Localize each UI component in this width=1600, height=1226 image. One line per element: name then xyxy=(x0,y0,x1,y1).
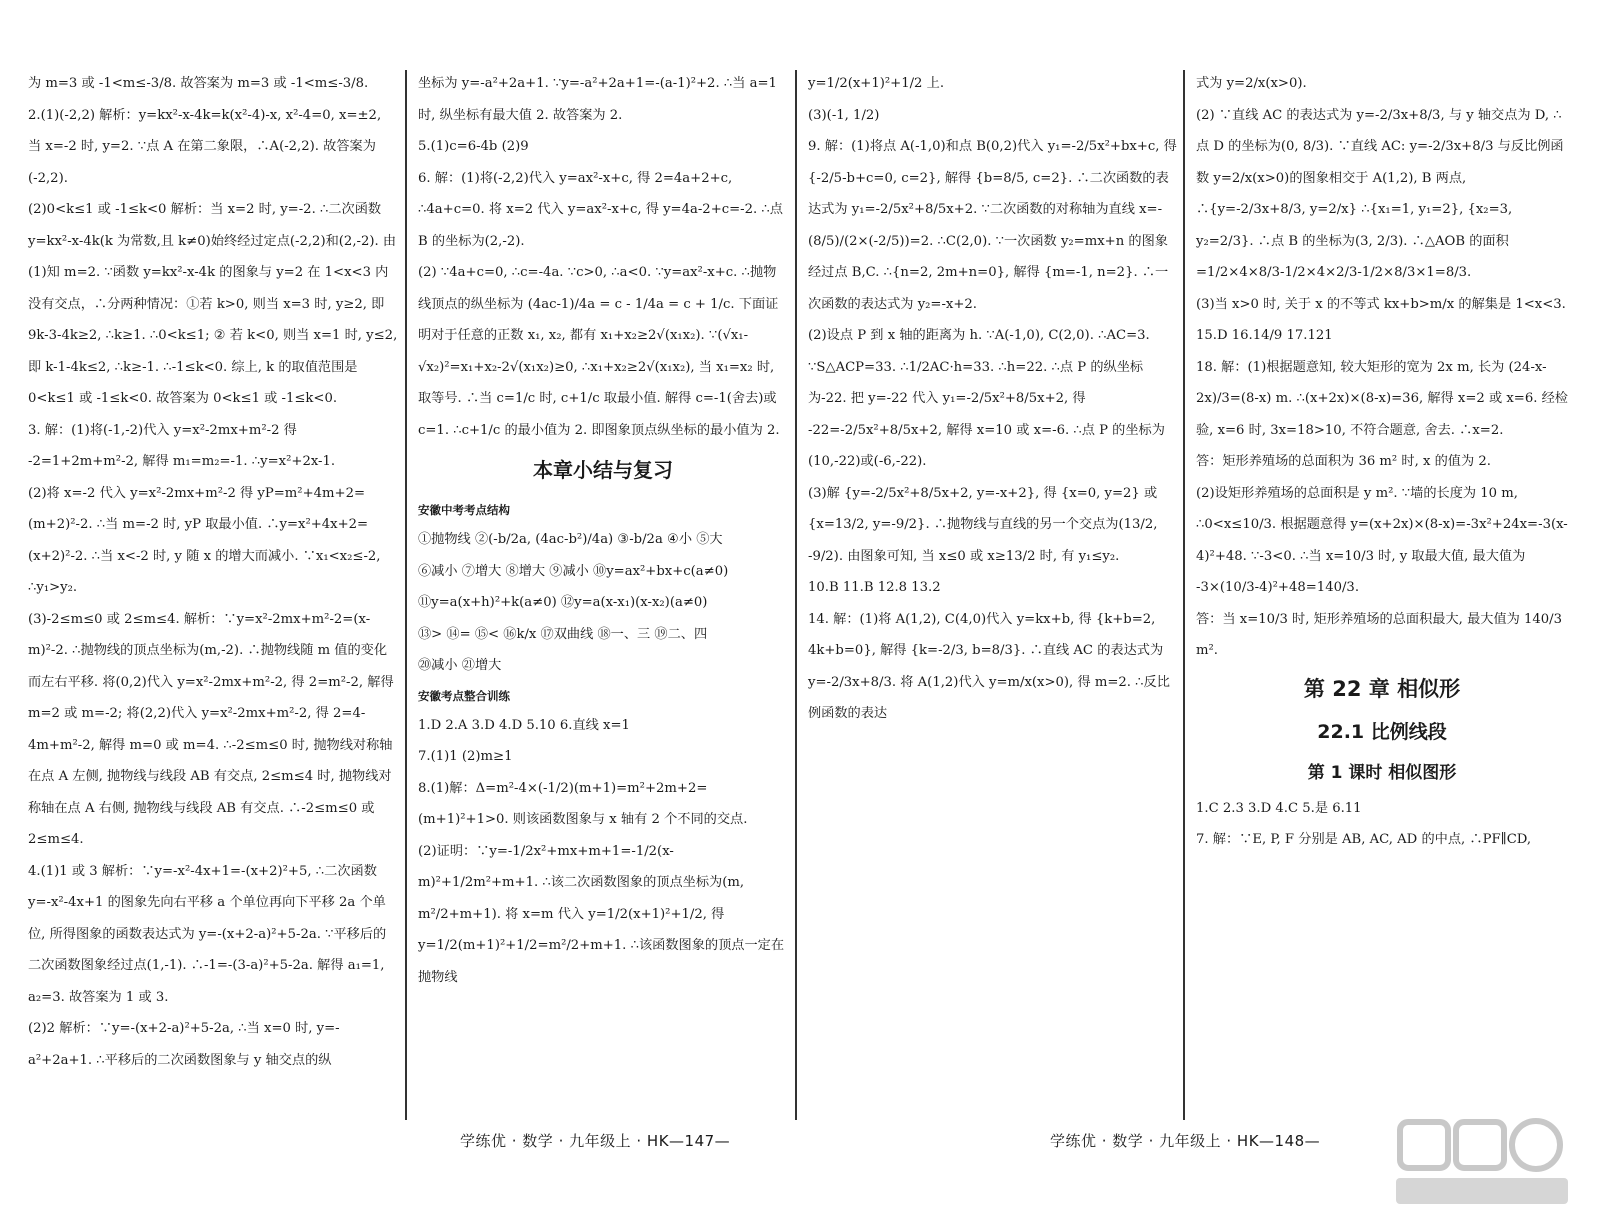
lesson-answers xyxy=(1196,793,1568,856)
answer-paragraph: (2) ∵4a+c=0, ∴c=-4a. ∵c>0, ∴a<0. ∵y=ax²-x+c. ∴抛物线顶点的纵坐标为 (4ac-1)/4a = c - 1/4a = c + 1/c. 下面证明对于任意的正数 x₁, x₂, 都有 x₁+x₂≥2√(x₁x₂). ∵(√x₁-√x₂)²=x₁+x₂-2√(x₁x₂)≥0, ∴x₁+x₂≥2√(x₁x₂), 当 x₁=x₂ 时, 取等号. ∴当 c=1/c 时, c+1/c 取最小值. 解得 c=-1(舍去)或 c=1. ∴c+1/c 的最小值为 2. 即图象顶点纵坐标的最小值为 2. xyxy=(418,265,780,438)
watermark-logo xyxy=(1380,1112,1580,1212)
answer-paragraph: 3. 解：(1)将(-1,-2)代入 y=x²-2mx+m²-2 得 -2=1+2m+m²-2, 解得 m₁=m₂=-1. ∴y=x²+2x-1. xyxy=(28,422,336,469)
column-1 xyxy=(28,68,398,1076)
answer-paragraph: 6. 解：(1)将(-2,2)代入 y=ax²-x+c, 得 2=4a+2+c, ∴4a+c=0. 将 x=2 代入 y=ax²-x+c, 得 y=4a-2+c=-2. ∴点 B 的坐标为(2,-2). xyxy=(418,170,783,249)
answer-paragraph: (2) ∵直线 AC 的表达式为 y=-2/3x+8/3, 与 y 轴交点为 D, ∴点 D 的坐标为(0, 8/3). ∵直线 AC: y=-2/3x+8/3 与反比例函数 y=2/x(x>0)的图象相交于 A(1,2), B 两点, ∴{y=-2/3x+8/3, y=2/x} ∴{x₁=1, y₁=2}, {x₂=3, y₂=2/3}. ∴点 B 的坐标为(3, 2/3). ∴△AOB 的面积=1/2×4×8/3-1/2×4×2/3-1/2×8/3×1=8/3. xyxy=(1196,107,1564,280)
answer-paragraph: 15.D 16.14/9 17.121 xyxy=(1196,328,1333,343)
column-2 xyxy=(418,68,788,993)
answer-paragraph: (3)-2≤m≤0 或 2≤m≤4. 解析：∵y=x²-2mx+m²-2=(x-m)²-2. ∴抛物线的顶点坐标为(m,-2). ∴抛物线随 m 值的变化而左右平移. 将(0,2)代入 y=x²-2mx+m²-2, 得 2=m²-2, 解得 m=2 或 m=-2; 将(2,2)代入 y=x²-2mx+m²-2, 得 2=4-4m+m²-2, 解得 m=0 或 m=4. ∴-2≤m≤0 时, 抛物线对称轴在点 A 左侧, 抛物线与线段 AB 有交点, 2≤m≤4 时, 抛物线对称轴在点 A 右侧, 抛物线与线段 AB 有交点. ∴-2≤m≤0 或 2≤m≤4. xyxy=(28,611,394,847)
answer-paragraph: y=1/2(x+1)²+1/2 上. xyxy=(808,76,945,91)
answer-paragraph: 为 m=3 或 -1<m≤-3/8. 故答案为 m=3 或 -1<m≤-3/8. xyxy=(28,76,369,91)
chapter-summary-title: 本章小结与复习 xyxy=(533,458,673,482)
column-2-answers xyxy=(418,68,788,446)
answer-paragraph: (2)设矩形养殖场的总面积是 y m². ∵墙的长度为 10 m, ∴0<x≤10/3. 根据题意得 y=(x+2x)×(8-x)=-3x²+24x=-3(x-4)²+48. ∵-3<0. ∴当 x=10/3 时, y 取最大值, 最大值为 -3×(10/3-4)²+48=140/3. xyxy=(1196,485,1568,595)
watermark-icon xyxy=(1380,1112,1580,1212)
column-3 xyxy=(808,68,1178,730)
section-title: 22.1 比例线段 xyxy=(1317,720,1447,743)
answer-paragraph: 坐标为 y=-a²+2a+1. ∵y=-a²+2a+1=-(a-1)²+2. ∴当 a=1 时, 纵坐标有最大值 2. 故答案为 2. xyxy=(418,76,777,123)
answer-paragraph: 9. 解：(1)将点 A(-1,0)和点 B(0,2)代入 y₁=-2/5x²+bx+c, 得 {-2/5-b+c=0, c=2}, 解得 {b=8/5, c=2}. ∴二次函数的表达式为 y₁=-2/5x²+8/5x+2. ∵二次函数的对称轴为直线 x=-(8/5)/(2×(-2/5))=2. ∴C(2,0). ∵一次函数 y₂=mx+n 的图象经过点 B,C. ∴{n=2, 2m+n=0}, 解得 {m=-1, n=2}. ∴一次函数的表达式为 y₂=-x+2. xyxy=(808,139,1177,312)
key-point-line: ⑳减小 ㉑增大 xyxy=(418,658,502,673)
answer-paragraph: (2)将 x=-2 代入 y=x²-2mx+m²-2 得 yP=m²+4m+2=(m+2)²-2. ∴当 m=-2 时, yP 取最小值. ∴y=x²+4x+2=(x+2)²-2. ∴当 x<-2 时, y 随 x 的增大而减小. ∵x₁<x₂≤-2, ∴y₁>y₂. xyxy=(28,485,381,595)
key-points-list xyxy=(418,524,788,682)
answer-paragraph: 答：当 x=10/3 时, 矩形养殖场的总面积最大, 最大值为 140/3 m². xyxy=(1196,611,1563,658)
answer-paragraph: 2.(1)(-2,2) 解析：y=kx²-x-4k=k(x²-4)-x, x²-4=0, x=±2, 当 x=-2 时, y=2. ∵点 A 在第二象限，∴A(-2,2). 故答案为(-2,2). xyxy=(28,107,382,186)
column-4-answers xyxy=(1196,68,1568,667)
answer-paragraph: 10.B 11.B 12.8 13.2 xyxy=(808,580,941,595)
answer-paragraph: 4.(1)1 或 3 解析：∵y=-x²-4x+1=-(x+2)²+5, ∴二次函数 y=-x²-4x+1 的图象先向右平移 a 个单位再向下平移 2a 个单位, 所得图象的函数表达式为 y=-(x+2-a)²+5-2a. ∵平移后的二次函数图象经过点(1,-1). ∴-1=-(3-a)²+5-2a. 解得 a₁=1, a₂=3. 故答案为 1 或 3. xyxy=(28,863,387,1005)
column-rule-3 xyxy=(1183,70,1185,1120)
answer-paragraph: (3)当 x>0 时, 关于 x 的不等式 kx+b>m/x 的解集是 1<x<3. xyxy=(1196,296,1566,312)
footer-right: 学练优 · 数学 · 九年级上 · HK—148— xyxy=(1050,1132,1321,1150)
answer-paragraph: 5.(1)c=6-4b (2)9 xyxy=(418,139,529,154)
lesson-title: 第 1 课时 相似图形 xyxy=(1307,762,1457,783)
answer-paragraph: 式为 y=2/x(x>0). xyxy=(1196,76,1307,91)
key-point-line: ⑥减小 ⑦增大 ⑧增大 ⑨减小 ⑩y=ax²+bx+c(a≠0) xyxy=(418,563,729,579)
key-point-line: ⑬> ⑭= ⑮< ⑯k/x ⑰双曲线 ⑱一、三 ⑲二、四 xyxy=(418,626,708,642)
key-points-heading: 安徽中考考点结构 xyxy=(418,503,510,517)
answer-paragraph: 1.D 2.A 3.D 4.D 5.10 6.直线 x=1 xyxy=(418,717,630,733)
answer-paragraph: (2)设点 P 到 x 轴的距离为 h. ∵A(-1,0), C(2,0). ∴AC=3. ∵S△ACP=33. ∴1/2AC·h=33. ∴h=22. ∴点 P 的纵坐标为-22. 把 y=-22 代入 y₁=-2/5x²+8/5x+2, 得 -22=-2/5x²+8/5x+2, 解得 x=10 或 x=-6. ∴点 P 的坐标为(10,-22)或(-6,-22). xyxy=(808,328,1165,469)
answer-paragraph: (2)证明：∵y=-1/2x²+mx+m+1=-1/2(x-m)²+1/2m²+m+1. ∴该二次函数图象的顶点坐标为(m, m²/2+m+1). 将 x=m 代入 y=1/2(x+1)²+1/2, 得 y=1/2(m+1)²+1/2=m²/2+m+1. ∴该函数图象的顶点一定在抛物线 xyxy=(418,843,785,985)
answer-paragraph: (3)解 {y=-2/5x²+8/5x+2, y=-x+2}, 得 {x=0, y=2} 或 {x=13/2, y=-9/2}. ∴抛物线与直线的另一个交点为(13/2, -9/2). 由图象可知, 当 x≤0 或 x≥13/2 时, 有 y₁≤y₂. xyxy=(808,485,1158,564)
answer-paragraph: 7. 解：∵E, P, F 分别是 AB, AC, AD 的中点, ∴PF∥CD, xyxy=(1196,832,1532,847)
training-heading: 安徽考点整合训练 xyxy=(418,688,510,703)
footer-left: 学练优 · 数学 · 九年级上 · HK—147— xyxy=(460,1132,731,1150)
answer-paragraph: (2)2 解析：∵y=-(x+2-a)²+5-2a, ∴当 x=0 时, y=-a²+2a+1. ∴平移后的二次函数图象与 y 轴交点的纵 xyxy=(28,1021,340,1068)
key-point-line: ⑪y=a(x+h)²+k(a≠0) ⑫y=a(x-x₁)(x-x₂)(a≠0) xyxy=(418,595,708,610)
column-4 xyxy=(1196,68,1568,856)
key-point-line: ①抛物线 ②(-b/2a, (4ac-b²)/4a) ③-b/2a ④小 ⑤大 xyxy=(418,532,723,547)
chapter-title: 第 22 章 相似形 xyxy=(1303,676,1461,701)
answer-paragraph: 8.(1)解：Δ=m²-4×(-1/2)(m+1)=m²+2m+2=(m+1)²+1>0. 则该函数图象与 x 轴有 2 个不同的交点. xyxy=(418,780,748,827)
answer-paragraph: (2)0<k≤1 或 -1≤k<0 解析：当 x=2 时, y=-2. ∴二次函数 y=kx²-x-4k(k 为常数,且 k≠0)始终经过定点(-2,2)和(2,-2). 由(1)知 m=2. ∵函数 y=kx²-x-4k 的图象与 y=2 在 1<x<3 内没有交点，∴分两种情况：①若 k>0, 则当 x=3 时, y≥2, 即 9k-3-4k≥2, ∴k≥1. ∴0<k≤1; ② 若 k<0, 则当 x=1 时, y≤2, 即 k-1-4k≤2, ∴k≥-1. ∴-1≤k<0. 综上, k 的取值范围是 0<k≤1 或 -1≤k<0. 故答案为 0<k≤1 或 -1≤k<0. xyxy=(28,202,398,406)
answer-paragraph: (3)(-1, 1/2) xyxy=(808,107,880,123)
answer-paragraph: 14. 解：(1)将 A(1,2), C(4,0)代入 y=kx+b, 得 {k+b=2, 4k+b=0}, 解得 {k=-2/3, b=8/3}. ∴直线 AC 的表达式为 y=-2/3x+8/3. 将 A(1,2)代入 y=m/x(x>0), 得 m=2. ∴反比例函数的表达 xyxy=(808,611,1170,721)
answer-paragraph: 18. 解：(1)根据题意知, 较大矩形的宽为 2x m, 长为 (24-x-2x)/3=(8-x) m. ∴(x+2x)×(8-x)=36, 解得 x=2 或 x=6. 经检验, x=6 时, 3x=18>10, 不符合题意, 舍去. ∴x=2. xyxy=(1196,359,1568,438)
training-answers xyxy=(418,710,788,994)
column-rule-1 xyxy=(405,70,407,1120)
answer-paragraph: 1.C 2.3 3.D 4.C 5.是 6.11 xyxy=(1196,800,1362,816)
column-rule-2 xyxy=(795,70,797,1120)
answer-paragraph: 答：矩形养殖场的总面积为 36 m² 时, x 的值为 2. xyxy=(1196,454,1491,469)
answer-paragraph: 7.(1)1 (2)m≥1 xyxy=(418,749,513,764)
